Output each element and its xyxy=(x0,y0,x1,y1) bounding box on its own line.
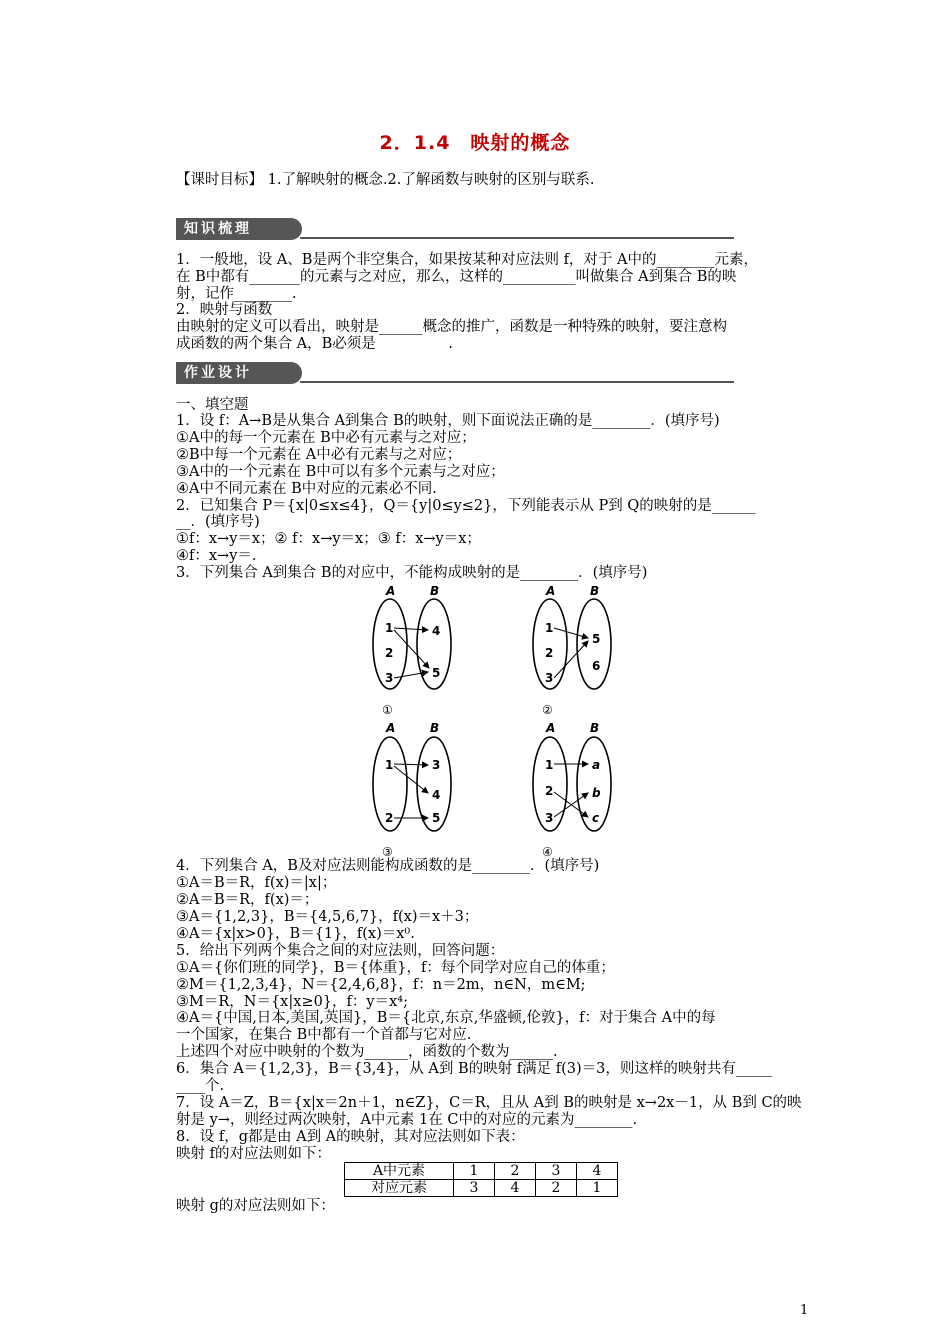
set-b-label: B xyxy=(430,721,440,735)
element: 1 xyxy=(545,758,554,772)
text-line: __．(填序号) xyxy=(176,514,260,530)
table-cell: 2 xyxy=(495,1163,536,1180)
text-line: 1．一般地，设 A、B是两个非空集合，如果按某种对应法则 f，对于 A中的________元素， xyxy=(176,252,759,268)
section-rule xyxy=(300,381,734,383)
text-line: 成函数的两个集合 A，B必须是 . xyxy=(176,336,453,352)
page-number: 1 xyxy=(800,1303,809,1318)
table-cell: 4 xyxy=(577,1163,618,1180)
arrow xyxy=(394,630,429,668)
set-b-label: B xyxy=(590,584,600,598)
arrow xyxy=(394,766,428,793)
text-line: 2．已知集合 P＝{x|0≤x≤4}，Q＝{y|0≤y≤2}，下列能表示从 P到 Q的映射的是______ xyxy=(176,498,756,514)
text-line: ____个. xyxy=(176,1078,225,1094)
arrow xyxy=(554,628,588,638)
element: 4 xyxy=(432,788,441,802)
element: 5 xyxy=(592,632,601,646)
text-line: 3．下列集合 A到集合 B的对应中，不能构成映射的是________．(填序号) xyxy=(176,565,648,581)
table-row xyxy=(345,1163,618,1180)
arrow xyxy=(394,628,428,630)
element: 4 xyxy=(432,624,441,638)
text-line: 7．设 A＝Z，B＝{x|x＝2n＋1，n∈Z}，C＝R，且从 A到 B的映射是 x→2x－1，从 B到 C的映 xyxy=(176,1095,802,1111)
table-cell: 对应元素 xyxy=(345,1180,454,1197)
element: 1 xyxy=(385,621,394,635)
table-cell: 1 xyxy=(577,1180,618,1197)
set-a-label: A xyxy=(546,721,556,735)
diagram-1 xyxy=(373,584,451,717)
text-line: 在 B中都有_______的元素与之对应，那么，这样的__________叫做集合 A到集合 B的映 xyxy=(176,269,737,285)
text-line: ④f：x→y＝. xyxy=(176,548,257,564)
diagram-2 xyxy=(533,584,611,717)
table-cell: 2 xyxy=(536,1180,577,1197)
element: 3 xyxy=(545,671,554,685)
table-cell: A中元素 xyxy=(345,1163,454,1180)
diagram-label: ③ xyxy=(382,845,393,859)
table-cell: 1 xyxy=(454,1163,495,1180)
text-line: ④A＝{x|x>0}，B＝{1}，f(x)＝x⁰. xyxy=(176,926,415,942)
diagram-4 xyxy=(533,721,611,859)
lesson-goal: 【课时目标】 1.了解映射的概念.2.了解函数与映射的区别与联系. xyxy=(176,172,595,188)
text-line: ②M＝{1,2,3,4}，N＝{2,4,6,8}，f：n＝2m，n∈N，m∈M; xyxy=(176,977,586,993)
text-line: ③A中的一个元素在 B中可以有多个元素与之对应； xyxy=(176,464,505,480)
text-line: ①A中的每一个元素在 B中必有元素与之对应； xyxy=(176,430,476,446)
element: 3 xyxy=(432,758,441,772)
text-line: ②B中每一个元素在 A中必有元素与之对应； xyxy=(176,447,462,463)
element: 6 xyxy=(592,659,601,673)
set-b-label: B xyxy=(590,721,600,735)
text-line: 映射 g的对应法则如下： xyxy=(176,1198,335,1214)
text-line: ①A＝{你们班的同学}，B＝{体重}，f：每个同学对应自己的体重； xyxy=(176,960,615,976)
diagram-label: ① xyxy=(382,703,393,717)
text-line: ④A中不同元素在 B中对应的元素必不同. xyxy=(176,481,437,497)
element: 2 xyxy=(385,646,394,660)
page-title: 2．1.4 映射的概念 xyxy=(379,132,571,154)
diagram-label: ④ xyxy=(542,845,553,859)
arrow xyxy=(394,764,428,765)
text-line: 1．设 f：A→B是从集合 A到集合 B的映射，则下面说法正确的是________．(填序号) xyxy=(176,413,720,429)
table-cell: 4 xyxy=(495,1180,536,1197)
table-row xyxy=(345,1180,618,1197)
set-a-label: A xyxy=(386,584,396,598)
element: 1 xyxy=(545,621,554,635)
text-line: ①f：x→y＝x；② f：x→y＝x；③ f：x→y＝x； xyxy=(176,531,481,547)
element: 5 xyxy=(432,666,441,680)
text-line: 映射 f的对应法则如下： xyxy=(176,1146,331,1162)
text-line: 一、填空题 xyxy=(176,397,249,413)
diagram-label: ② xyxy=(542,703,553,717)
text-line: ②A＝B＝R，f(x)＝； xyxy=(176,892,319,908)
text-line: 射是 y→，则经过两次映射，A中元素 1在 C中的对应的元素为________. xyxy=(176,1112,638,1128)
element: 1 xyxy=(385,758,394,772)
set-a-label: A xyxy=(546,584,556,598)
set-b-label: B xyxy=(430,584,440,598)
arrow xyxy=(554,641,588,678)
table-cell: 3 xyxy=(536,1163,577,1180)
element: a xyxy=(592,758,601,772)
text-line: 上述四个对应中映射的个数为______，函数的个数为______. xyxy=(176,1044,558,1060)
text-line: 2．映射与函数 xyxy=(176,302,273,318)
text-line: ③M＝R，N＝{x|x≥0}，f：y＝x⁴; xyxy=(176,994,408,1010)
diagram-3 xyxy=(373,721,451,859)
element: 2 xyxy=(385,811,394,825)
table-cell: 3 xyxy=(454,1180,495,1197)
text-line: ①A＝B＝R，f(x)＝|x|； xyxy=(176,875,337,891)
element: 3 xyxy=(545,811,554,825)
element: c xyxy=(592,811,600,825)
element: 2 xyxy=(545,646,554,660)
text-line: 4．下列集合 A，B及对应法则能构成函数的是________．(填序号) xyxy=(176,858,600,874)
text-line: 射，记作________. xyxy=(176,286,297,302)
section-label: 知识梳理 xyxy=(176,218,302,240)
section-rule xyxy=(300,237,734,239)
element: b xyxy=(592,786,601,800)
text-line: 5．给出下列两个集合之间的对应法则，回答问题： xyxy=(176,943,505,959)
text-line: ③A＝{1,2,3}，B＝{4,5,6,7}，f(x)＝x＋3； xyxy=(176,909,479,925)
text-line: 一个国家，在集合 B中都有一个首都与它对应. xyxy=(176,1027,472,1043)
text-line: ④A＝{中国,日本,美国,英国}，B＝{北京,东京,华盛顿,伦敦}，f：对于集合 A中的每 xyxy=(176,1010,716,1026)
mapping-diagrams xyxy=(360,580,630,860)
element: 5 xyxy=(432,811,441,825)
text-line: 由映射的定义可以看出，映射是______概念的推广，函数是一种特殊的映射，要注意构 xyxy=(176,319,727,335)
section-label: 作业设计 xyxy=(176,362,302,384)
text-line: 8．设 f，g都是由 A到 A的映射，其对应法则如下表： xyxy=(176,1129,525,1145)
set-a-label: A xyxy=(386,721,396,735)
element: 3 xyxy=(385,671,394,685)
element: 2 xyxy=(545,784,554,798)
text-line: 6．集合 A＝{1,2,3}，B＝{3,4}，从 A到 B的映射 f满足 f(3)＝3，则这样的映射共有_____ xyxy=(176,1061,773,1077)
mapping-f-table xyxy=(344,1162,618,1197)
